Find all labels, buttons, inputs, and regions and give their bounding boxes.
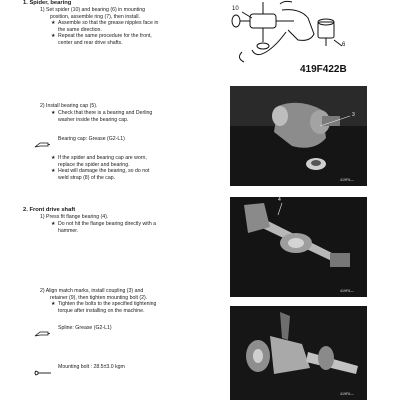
step-1-1-text: 1) Set spider (10) and bearing (6) in mounting <box>40 7 145 13</box>
bullet-icon: ★ <box>51 168 56 174</box>
diagram-figure-label: 419F422B <box>300 64 347 75</box>
grease-gun-icon <box>34 136 50 154</box>
photo-3-label: 419F6— <box>340 392 354 396</box>
bullet-icon: ★ <box>51 301 56 307</box>
step-1-2-text: 2) Install bearing cap (5). <box>40 103 98 109</box>
photo-1-part-number: 3 <box>352 112 355 118</box>
bullet-text: Tighten the bolts to the specified tightening <box>58 301 157 307</box>
bullet-text: Check that there is a bearing and Derling <box>58 110 153 116</box>
spline-grease: Spline: Grease (G2-L1) <box>58 325 112 331</box>
photo-1-label: 419F6— <box>340 178 354 182</box>
bullet-icon: ★ <box>51 155 56 161</box>
wrench-icon <box>34 364 52 382</box>
photo-2-svg <box>230 197 367 297</box>
section-1-title: 1. Spider, bearing <box>23 0 72 6</box>
photo-2-label: 419F6— <box>340 289 354 293</box>
photo-coupling-retainer <box>230 306 367 400</box>
diagram-part-10: 10 <box>232 6 239 12</box>
spider-bearing-diagram <box>222 0 360 80</box>
bullet-text: If the spider and bearing cap are worn, <box>58 155 147 161</box>
section-2-title: 2. Front drive shaft <box>23 207 76 213</box>
bullet-text-cont: replace the spider and bearing. <box>58 161 130 168</box>
bullet-text: Do not hit the flange bearing directly with a <box>58 221 157 227</box>
step-1-1-text-cont: position, assemble ring (7), then install. <box>50 13 140 20</box>
bullet-text-cont: washer inside the bearing cap. <box>58 116 129 123</box>
photo-1-svg <box>230 86 367 186</box>
bullet-icon: ★ <box>51 221 56 227</box>
bullet-text-cont: center and rear drive shafts. <box>58 39 123 46</box>
photo-bearing-cap <box>230 86 367 186</box>
step-2-2-text: 2) Align match marks, install coupling (3) and <box>40 288 144 294</box>
step-2-1-text: 1) Press fit flange bearing (4). <box>40 214 109 220</box>
step-2-2-text-cont: retainer (9), then tighten mounting bolt (2). <box>50 294 148 301</box>
bullet-icon: ★ <box>51 20 56 26</box>
mounting-bolt-torque: Mounting bolt : 28.5±3.0 kgm <box>58 364 125 370</box>
bullet-icon: ★ <box>51 110 56 116</box>
photo-flange-bearing <box>230 197 367 297</box>
bearing-cap-grease: Bearing cap: Grease (G2-L1) <box>58 136 125 142</box>
bullet-text-cont: torque after installing on the machine. <box>58 307 145 314</box>
bullet-text: Heat will damage the bearing, so do not <box>58 168 150 174</box>
bullet-icon: ★ <box>51 33 56 39</box>
bullet-text-cont: weld strap (8) of the cap. <box>58 174 116 181</box>
grease-gun-icon <box>34 325 50 343</box>
photo-2-part-number: 4 <box>278 197 281 203</box>
bullet-text: Assemble so that the grease nipples face in <box>58 20 159 26</box>
diagram-part-6: 6 <box>342 42 346 48</box>
bullet-text: Repeat the same procedure for the front, <box>58 33 152 39</box>
photo-3-svg <box>230 306 367 400</box>
bullet-text-cont: the same direction. <box>58 26 102 33</box>
bullet-text-cont: hammer. <box>58 227 79 234</box>
